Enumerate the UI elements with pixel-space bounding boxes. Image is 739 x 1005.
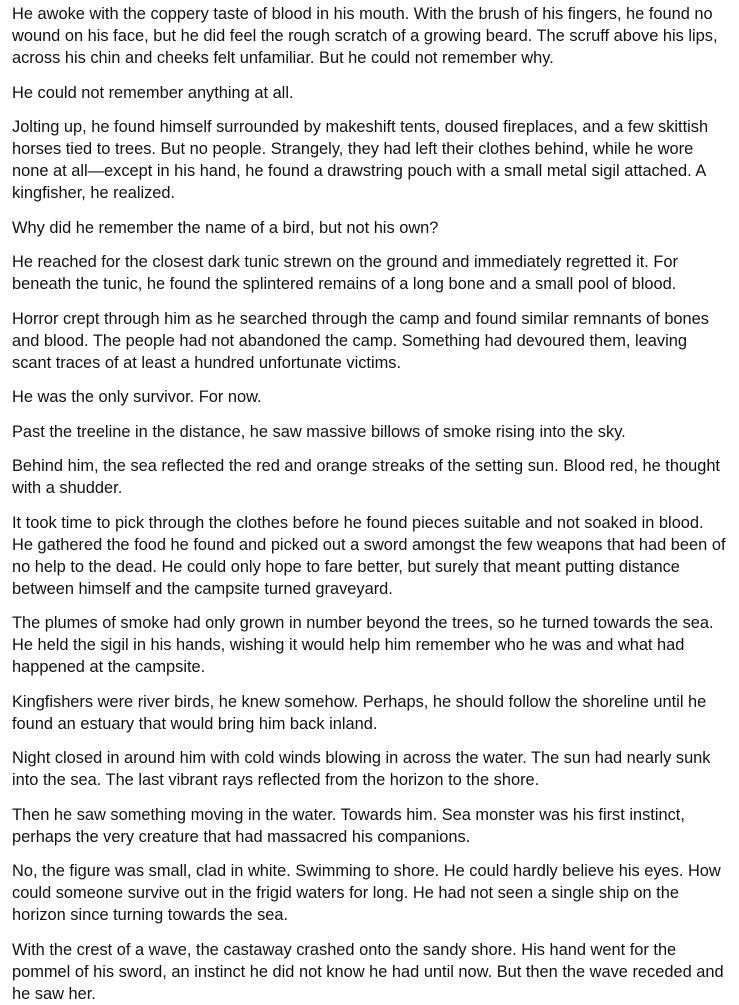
paragraph: He reached for the closest dark tunic strewn on the ground and immediately regretted it. For beneath the tunic, he found the splintered remains of a long bone and a small pool of blood. <box>12 253 678 293</box>
paragraph: Behind him, the sea reflected the red and orange streaks of the setting sun. Blood red, he thought with a shudder. <box>12 457 720 497</box>
paragraph: It took time to pick through the clothes before he found pieces suitable and not soaked in blood. He gathered the food he found and picked out a sword amongst the few weapons that had been of no help to the dead. He could only hope to fare better, but surely that meant putting distance between himself and the campsite turned graveyard. <box>12 513 726 598</box>
paragraph: Horror crept through him as he searched through the camp and found similar remnants of bones and blood. The people had not abandoned the camp. Something had devoured them, leaving scant traces of at least a hundred unfortunate victims. <box>12 309 709 372</box>
paragraph: Kingfishers were river birds, he knew somehow. Perhaps, he should follow the shoreline until he found an estuary that would bring him back inland. <box>12 692 707 733</box>
paragraph: Jolting up, he found himself surrounded by makeshift tents, doused fireplaces, and a few skittish horses tied to trees. But no people. Strangely, they had left their clothes behind, while he wore none at all—except in his hand, he found a drawstring pouch with a small metal sigil attached. A kingfisher, he realized. <box>12 118 709 202</box>
paragraph: No, the figure was small, clad in white. Swimming to shore. He could hardly believe his eyes. How could someone survive out in the frigid waters for long. He had not seen a single ship on the horizon since turning towards the sea. <box>12 862 721 924</box>
paragraph: Why did he remember the name of a bird, but not his own? <box>12 218 439 237</box>
paragraph: He was the only survivor. For now. <box>12 388 262 406</box>
paragraph: Past the treeline in the distance, he saw massive billows of smoke rising into the sky. <box>12 422 626 441</box>
paragraph: The plumes of smoke had only grown in number beyond the trees, so he turned towards the sea. He held the sigil in his hands, wishing it would help him remember who he was and what had happened at the campsite. <box>12 614 714 676</box>
paragraph: Night closed in around him with cold winds blowing in across the water. The sun had nearly sunk into the sea. The last vibrant rays reflected from the horizon to the shore. <box>12 749 711 789</box>
paragraph: He could not remember anything at all. <box>12 83 294 102</box>
paragraph: Then he saw something moving in the water. Towards him. Sea monster was his first instinct, perhaps the very creature that had massacred his companions. <box>12 805 685 846</box>
paragraph: He awoke with the coppery taste of blood in his mouth. With the brush of his fingers, he found no wound on his face, but he did feel the rough scratch of a growing beard. The scruff above his lips, across his chin and cheeks felt unfamiliar. But he could not remember why. <box>12 5 718 67</box>
paragraph: With the crest of a wave, the castaway crashed onto the sandy shore. His hand went for the pommel of his sword, an instinct he did not know he had until now. But then the wave receded and he saw her. <box>12 940 724 1003</box>
